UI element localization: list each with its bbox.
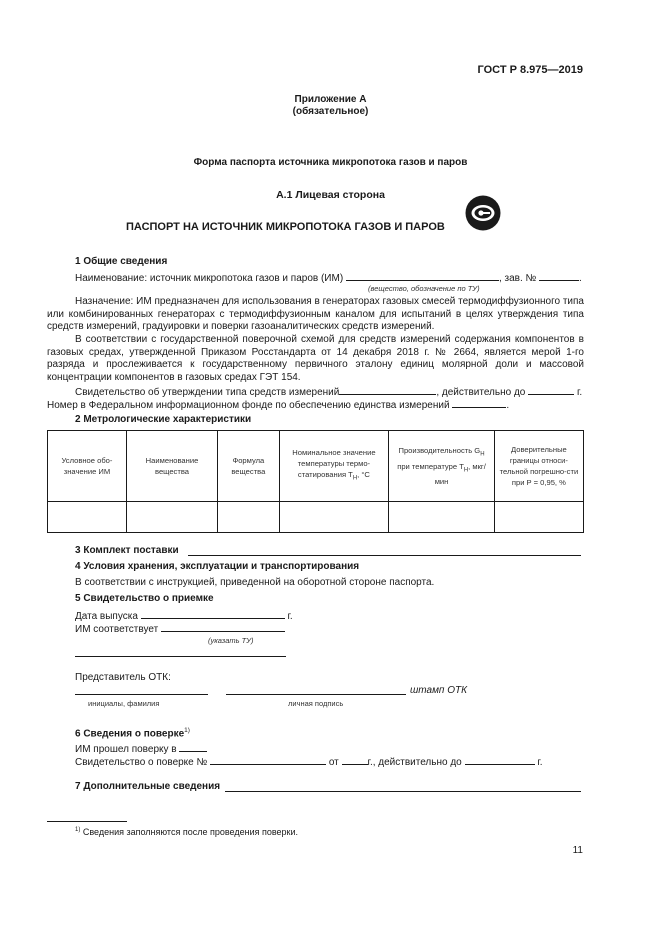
storage-text: В соответствии с инструкцией, приведенной на оборотной стороне паспорта. <box>75 577 435 588</box>
stamp-label: штамп ОТК <box>410 685 467 696</box>
valid-until-field[interactable] <box>528 385 574 395</box>
substance-field[interactable] <box>346 271 499 281</box>
footnote-divider <box>47 821 127 822</box>
fif-line: Номер в Федеральном информационном фонде по обеспечению единства измерений . <box>47 400 510 411</box>
col-substance-header: Наименование вещества <box>126 431 217 502</box>
appendix-title: Приложение А <box>294 94 367 105</box>
signature-field[interactable] <box>226 694 406 695</box>
section-a1-title: А.1 Лицевая сторона <box>276 189 385 201</box>
valid-until-label: , действительно до <box>436 387 526 398</box>
cell-substance[interactable] <box>126 502 217 533</box>
additional-info-field[interactable] <box>225 791 581 792</box>
substance-hint: (вещество, обозначение по ТУ) <box>368 284 480 293</box>
conformity-extra-field[interactable] <box>75 656 286 657</box>
appendix-subtitle: (обязательное) <box>292 106 369 117</box>
initials-field[interactable] <box>75 694 208 695</box>
verification-line <box>75 742 207 755</box>
cell-temperature[interactable] <box>279 502 389 533</box>
name-label: Наименование: источник микропотока газов и паров (ИМ) <box>75 273 344 284</box>
conformity-label: ИМ соответствует <box>75 624 159 635</box>
type-approval-line <box>75 385 582 398</box>
conformity-field[interactable] <box>161 622 285 632</box>
footnote: $^{1)}$ Сведения заполняются после проведения поверки. <box>75 827 299 837</box>
purpose-paragraph: Назначение: ИМ предназначен для использования в генераторах газовых смесей термодиффузионного типа или комбинированных генераторах с термодиффузионным каналом для испытаний в целях утверждения типа средств измерений, градуировки и поверки газоаналитических средств измерений. <box>47 296 584 332</box>
cell-productivity[interactable] <box>389 502 495 533</box>
page-number: 11 <box>572 845 583 856</box>
fif-label: Номер в Федеральном информационном фонде по обеспечению единства измерений <box>47 400 450 411</box>
document-standard-number: ГОСТ Р 8.975—2019 <box>477 64 583 76</box>
name-line: Наименование: источник микропотока газов и паров (ИМ) , зав. № . <box>75 273 582 284</box>
verified-field[interactable] <box>179 742 207 752</box>
cell-formula[interactable] <box>218 502 279 533</box>
delivery-set-field[interactable] <box>188 555 581 556</box>
verification-date-field[interactable] <box>342 755 368 765</box>
table-row <box>48 502 584 533</box>
cell-uncertainty[interactable] <box>494 502 583 533</box>
serial-label: , зав. № <box>498 273 537 284</box>
signature-hint: личная подпись <box>288 699 344 708</box>
type-approval-label: Свидетельство об утверждении типа средств измерений <box>75 387 340 398</box>
section-3-heading: 3 Комплект поставки <box>75 545 179 556</box>
initials-hint: инициалы, фамилия <box>88 699 160 708</box>
release-date-label: Дата выпуска <box>75 611 138 622</box>
metrology-table <box>47 430 584 533</box>
scheme-paragraph: В соответствии с государственной поверочной схемой для средств измерений содержания компонентов в газовых средах, утвержденной Приказом Росстандарта от 14 декабря 2018 г. № 2664, является мерой 1-го разряда и прослеживается к государственному первичного эталону единиц молярной доли и массовой концентрации компонентов в газовых средах ГЭТ 154. <box>47 334 584 383</box>
col-uncertainty-header: Доверительные границы относи-тельной погрешно-сти при P = 0,95, % <box>494 431 583 502</box>
section-2-heading: 2 Метрологические характеристики <box>75 414 252 425</box>
fif-number-field[interactable] <box>452 398 506 408</box>
verified-label: ИМ прошел поверку в <box>75 744 177 755</box>
measurement-approval-mark-icon <box>464 194 502 232</box>
cell-designation[interactable] <box>48 502 127 533</box>
col-designation-header: Условное обо-значение ИМ <box>48 431 127 502</box>
section-7-heading: 7 Дополнительные сведения <box>75 781 221 792</box>
verification-cert-line: Свидетельство о поверке № от г., действительно до г. <box>75 757 543 768</box>
section-6-heading: 6 Сведения о поверке$^{1)}$ <box>75 727 190 740</box>
passport-title: ПАСПОРТ НА ИСТОЧНИК МИКРОПОТОКА ГАЗОВ И ПАРОВ <box>126 221 445 233</box>
footnote-reference[interactable]: 1) <box>184 727 190 734</box>
conformity-line <box>75 622 285 635</box>
section-4-heading: 4 Условия хранения, эксплуатации и транспортирования <box>75 561 360 572</box>
conformity-hint: (указать ТУ) <box>208 636 254 645</box>
form-title: Форма паспорта источника микропотока газов и паров <box>193 157 468 168</box>
otk-label: Представитель ОТК: <box>75 672 171 683</box>
section-5-heading: 5 Свидетельство о приемке <box>75 593 214 604</box>
col-temperature-header: Номинальное значение температуры термо-статирования $T_Н$, °С <box>279 431 389 502</box>
serial-number-field[interactable] <box>539 271 579 281</box>
release-date-field[interactable] <box>141 609 285 619</box>
type-approval-field[interactable] <box>339 385 436 395</box>
verification-cert-field[interactable] <box>210 755 326 765</box>
release-date-line: Дата выпуска г. <box>75 611 293 622</box>
verification-cert-label: Свидетельство о поверке № <box>75 757 208 768</box>
verification-valid-field[interactable] <box>465 755 535 765</box>
col-formula-header: Формула вещества <box>218 431 279 502</box>
col-productivity-header: Производительность $G_Н$ при температуре $T_Н$, мкг/мин <box>389 431 495 502</box>
year-label: г. <box>576 387 583 398</box>
section-1-heading: 1 Общие сведения <box>75 256 168 267</box>
